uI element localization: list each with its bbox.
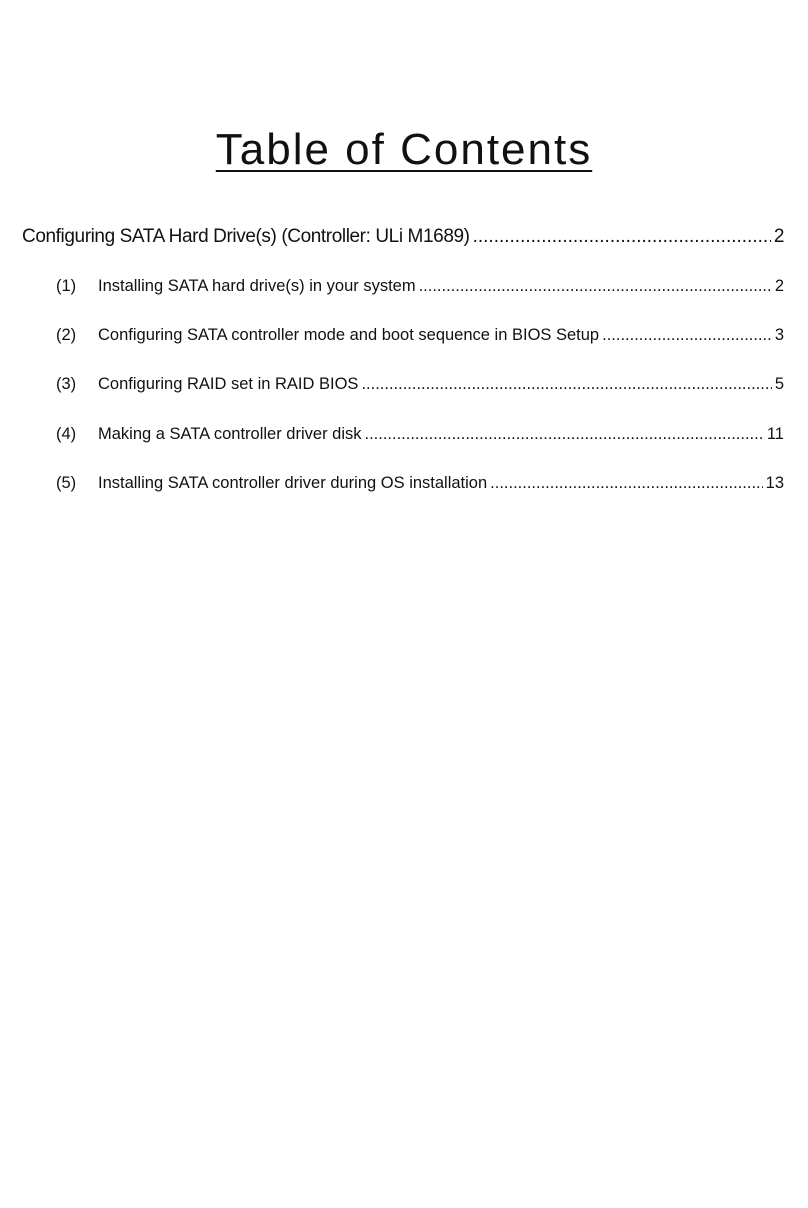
toc-page-number: 2 [773,226,784,247]
toc-entry-3[interactable] [56,372,784,396]
toc-page-number: 3 [774,326,784,344]
toc-page-number: 5 [774,375,784,393]
toc-entry-number: (4) [56,425,77,443]
toc-dot-leader [364,422,763,446]
toc-entry-label: Making a SATA controller driver disk [98,425,362,443]
toc-entry-number: (5) [56,474,77,492]
toc-dot-leader [473,224,771,250]
toc-entry-number: (3) [56,375,77,393]
toc-entry-4[interactable] [56,422,784,446]
toc-page-number: 13 [765,474,784,492]
toc-entry-5[interactable] [56,471,784,495]
toc-page-number: 2 [774,277,784,295]
toc-entry-number: (1) [56,277,77,295]
toc-page-number: 11 [766,425,784,443]
toc-entry-1[interactable] [56,274,784,298]
toc-dot-leader [490,471,762,495]
toc-entry-main[interactable] [22,224,784,250]
page-title [0,124,808,176]
toc-entry-label: Configuring RAID set in RAID BIOS [98,375,359,393]
toc-dot-leader [419,274,772,298]
toc-entry-number: (2) [56,326,77,344]
toc-entry-label: Configuring SATA controller mode and boot sequence in BIOS Setup [98,326,600,344]
toc-dot-leader [602,323,772,347]
toc-entry-2[interactable] [56,323,784,347]
toc-entry-label: Installing SATA controller driver during OS installation [98,474,488,492]
toc-dot-leader [361,372,771,396]
page-title-text: Table of Contents [215,125,593,174]
toc-entry-label: Installing SATA hard drive(s) in your system [98,277,416,295]
toc-entry-label: Configuring SATA Hard Drive(s) (Controller: ULi M1689) [22,226,470,247]
